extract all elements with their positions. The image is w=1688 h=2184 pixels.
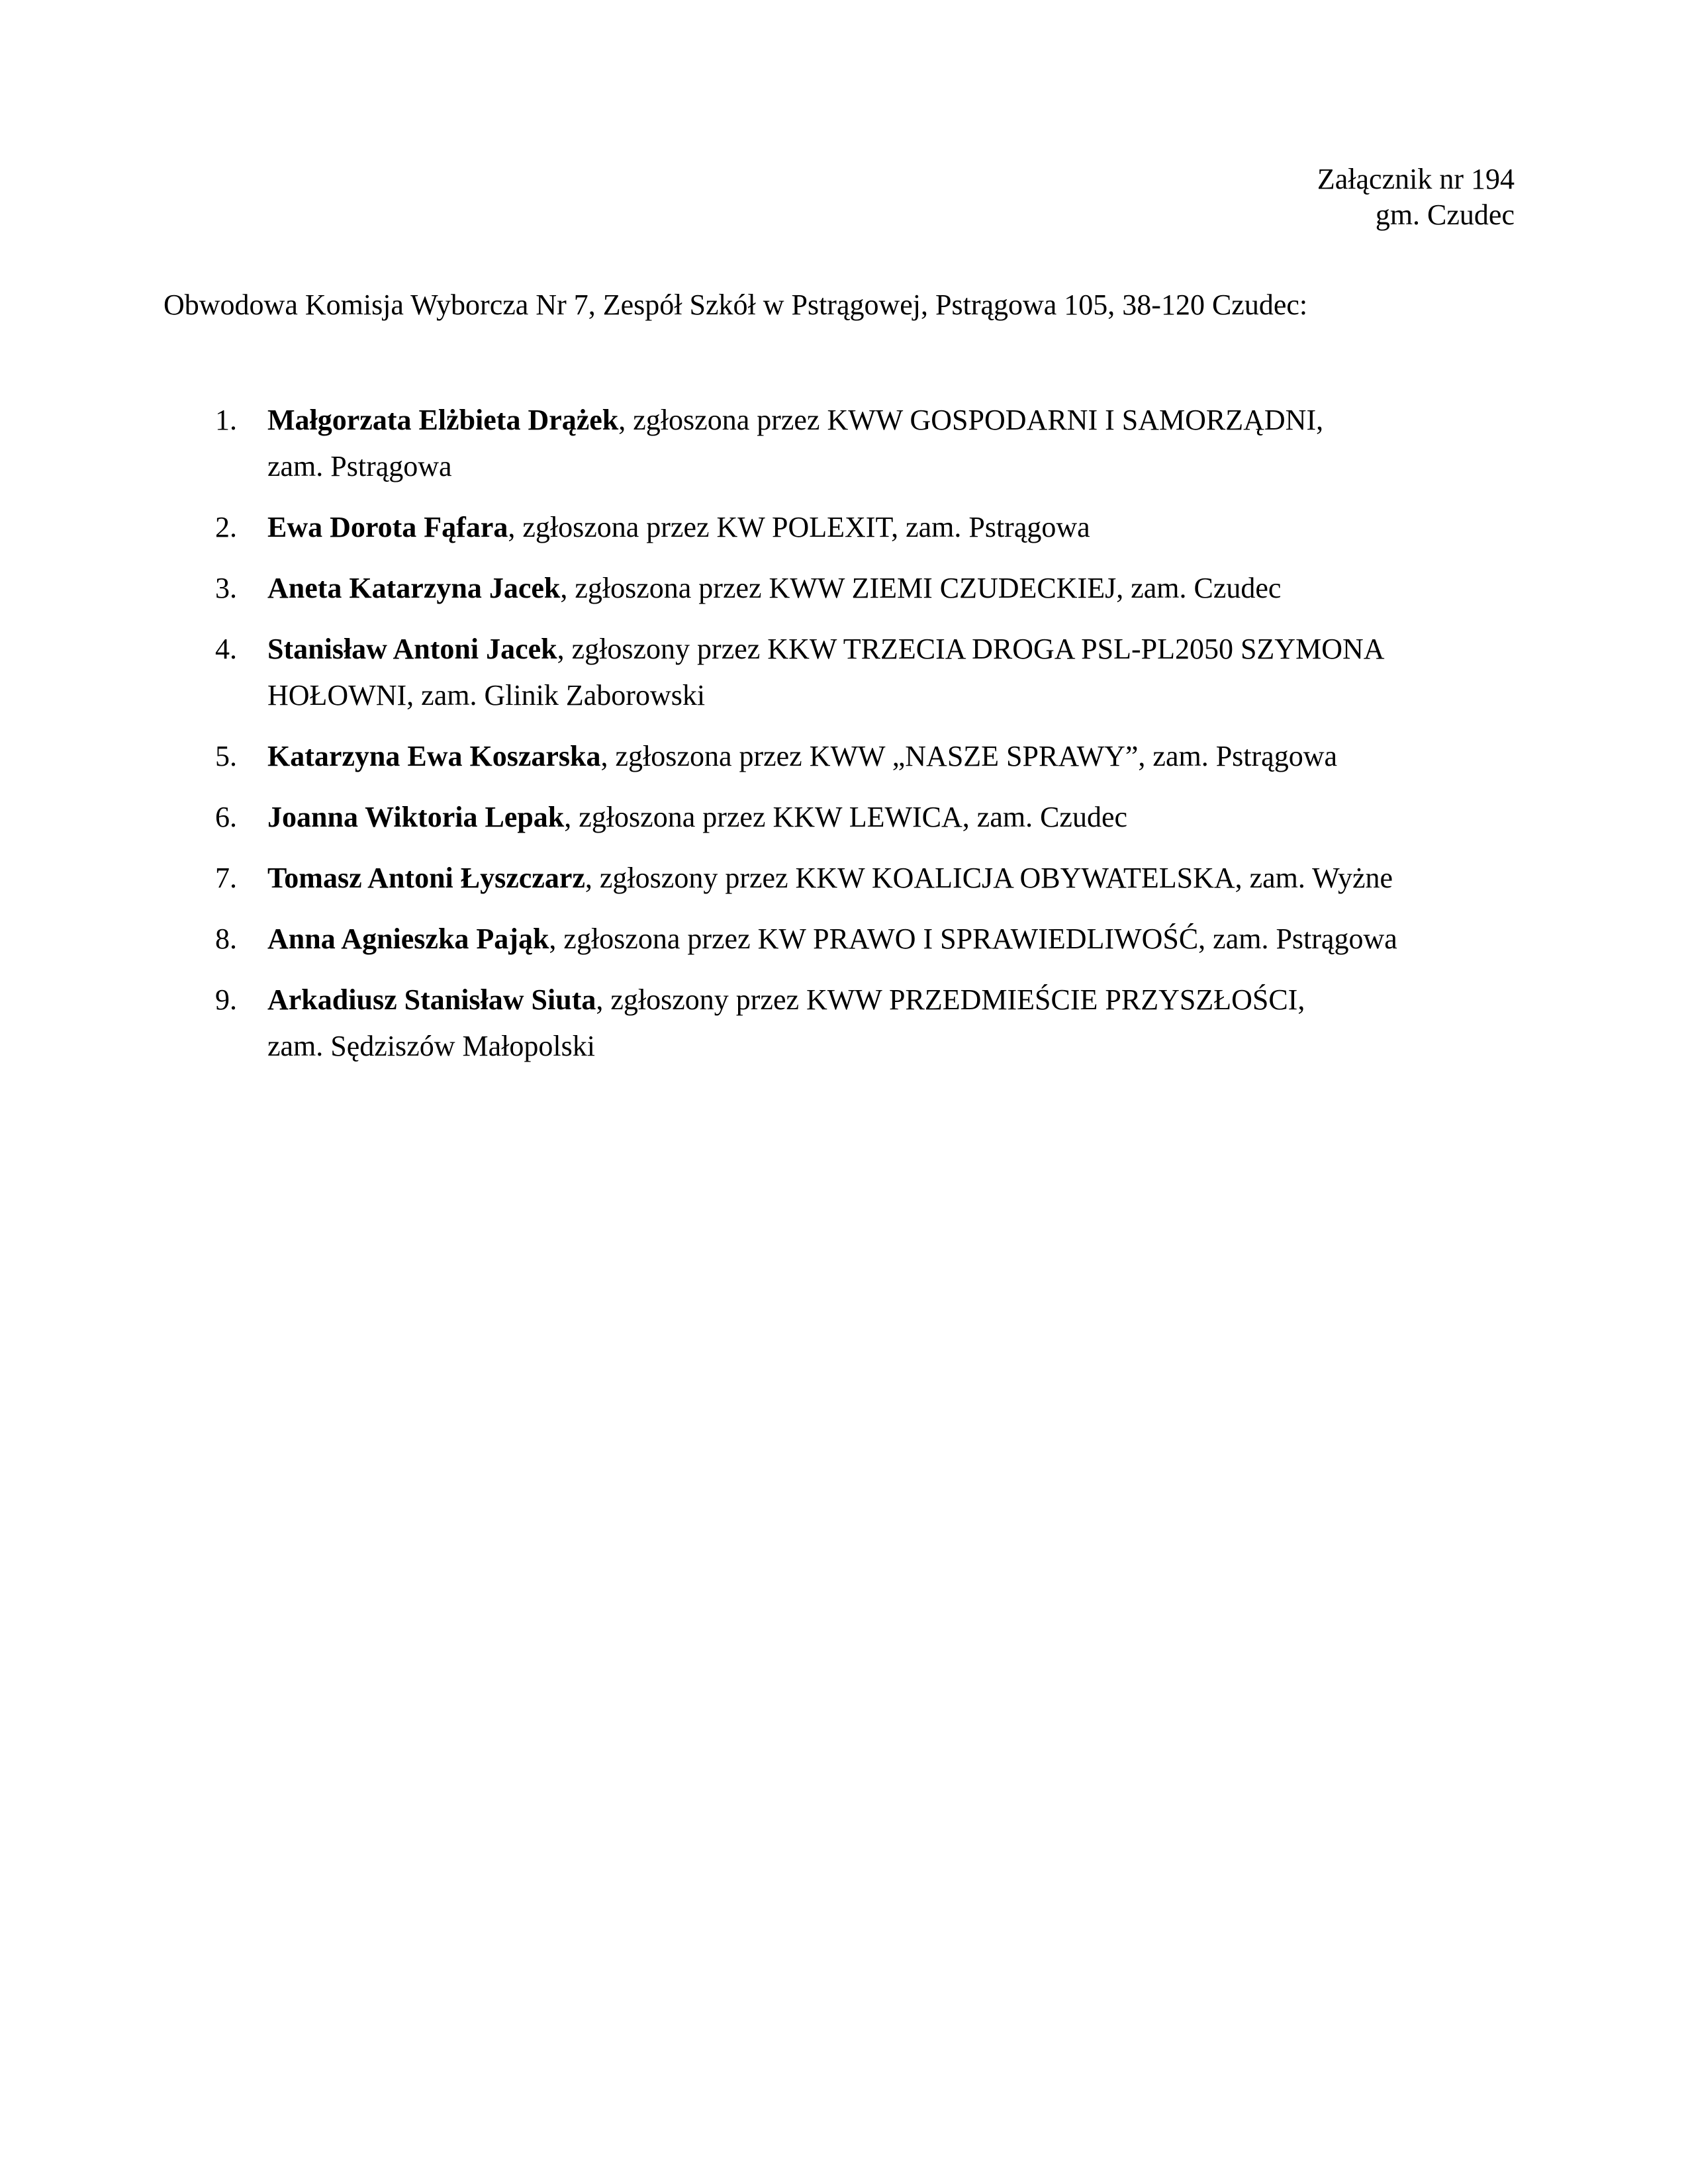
member-details: , zgłoszona przez KW PRAWO I SPRAWIEDLIWOŚĆ, zam. Pstrągowa bbox=[549, 923, 1397, 955]
member-name: Ewa Dorota Fąfara bbox=[267, 511, 508, 543]
member-name: Tomasz Antoni Łyszczarz bbox=[267, 862, 585, 894]
member-details-continued: zam. Pstrągowa bbox=[267, 450, 452, 482]
member-number: 4. bbox=[215, 633, 237, 665]
member-number: 7. bbox=[215, 862, 237, 894]
member-name: Małgorzata Elżbieta Drążek bbox=[267, 404, 619, 436]
members-list bbox=[164, 397, 1527, 1084]
member-item bbox=[164, 626, 1527, 719]
attachment-number: Załącznik nr 194 bbox=[1317, 163, 1515, 195]
member-name: Arkadiusz Stanisław Siuta bbox=[267, 983, 596, 1016]
member-details: , zgłoszona przez KKW LEWICA, zam. Czudec bbox=[564, 801, 1128, 833]
member-name: Aneta Katarzyna Jacek bbox=[267, 572, 561, 604]
member-number: 9. bbox=[215, 983, 237, 1016]
member-item bbox=[164, 855, 1527, 901]
member-name: Katarzyna Ewa Koszarska bbox=[267, 740, 601, 772]
member-details-continued: HOŁOWNI, zam. Glinik Zaborowski bbox=[267, 679, 706, 711]
member-number: 5. bbox=[215, 740, 237, 772]
member-item bbox=[164, 794, 1527, 841]
member-details: , zgłoszona przez KWW „NASZE SPRAWY”, zam. Pstrągowa bbox=[600, 740, 1338, 772]
member-item bbox=[164, 977, 1527, 1069]
member-item bbox=[164, 504, 1527, 551]
member-name: Joanna Wiktoria Lepak bbox=[267, 801, 565, 833]
commission-title: Obwodowa Komisja Wyborcza Nr 7, Zespół Szkół w Pstrągowej, Pstrągowa 105, 38-120 Czudec: bbox=[164, 289, 1308, 321]
member-details: , zgłoszony przez KWW PRZEDMIEŚCIE PRZYSZŁOŚCI, bbox=[596, 983, 1305, 1016]
member-details: , zgłoszona przez KWW GOSPODARNI I SAMORZĄDNI, bbox=[618, 404, 1324, 436]
member-details: , zgłoszona przez KWW ZIEMI CZUDECKIEJ, zam. Czudec bbox=[560, 572, 1282, 604]
member-number: 3. bbox=[215, 572, 237, 604]
member-name: Anna Agnieszka Pająk bbox=[267, 923, 549, 955]
member-number: 8. bbox=[215, 923, 237, 955]
member-number: 1. bbox=[215, 404, 237, 436]
member-number: 6. bbox=[215, 801, 237, 833]
member-item bbox=[164, 565, 1527, 612]
member-details: , zgłoszony przez KKW TRZECIA DROGA PSL-PL2050 SZYMONA bbox=[557, 633, 1385, 665]
member-details: , zgłoszony przez KKW KOALICJA OBYWATELSKA, zam. Wyżne bbox=[585, 862, 1393, 894]
member-details-continued: zam. Sędziszów Małopolski bbox=[267, 1030, 595, 1062]
municipality-name: gm. Czudec bbox=[1375, 199, 1515, 231]
member-details: , zgłoszona przez KW POLEXIT, zam. Pstrągowa bbox=[508, 511, 1090, 543]
member-name: Stanisław Antoni Jacek bbox=[267, 633, 557, 665]
member-item bbox=[164, 733, 1527, 780]
member-item bbox=[164, 397, 1527, 490]
member-number: 2. bbox=[215, 511, 237, 543]
member-item bbox=[164, 916, 1527, 962]
document-header bbox=[1317, 161, 1515, 233]
